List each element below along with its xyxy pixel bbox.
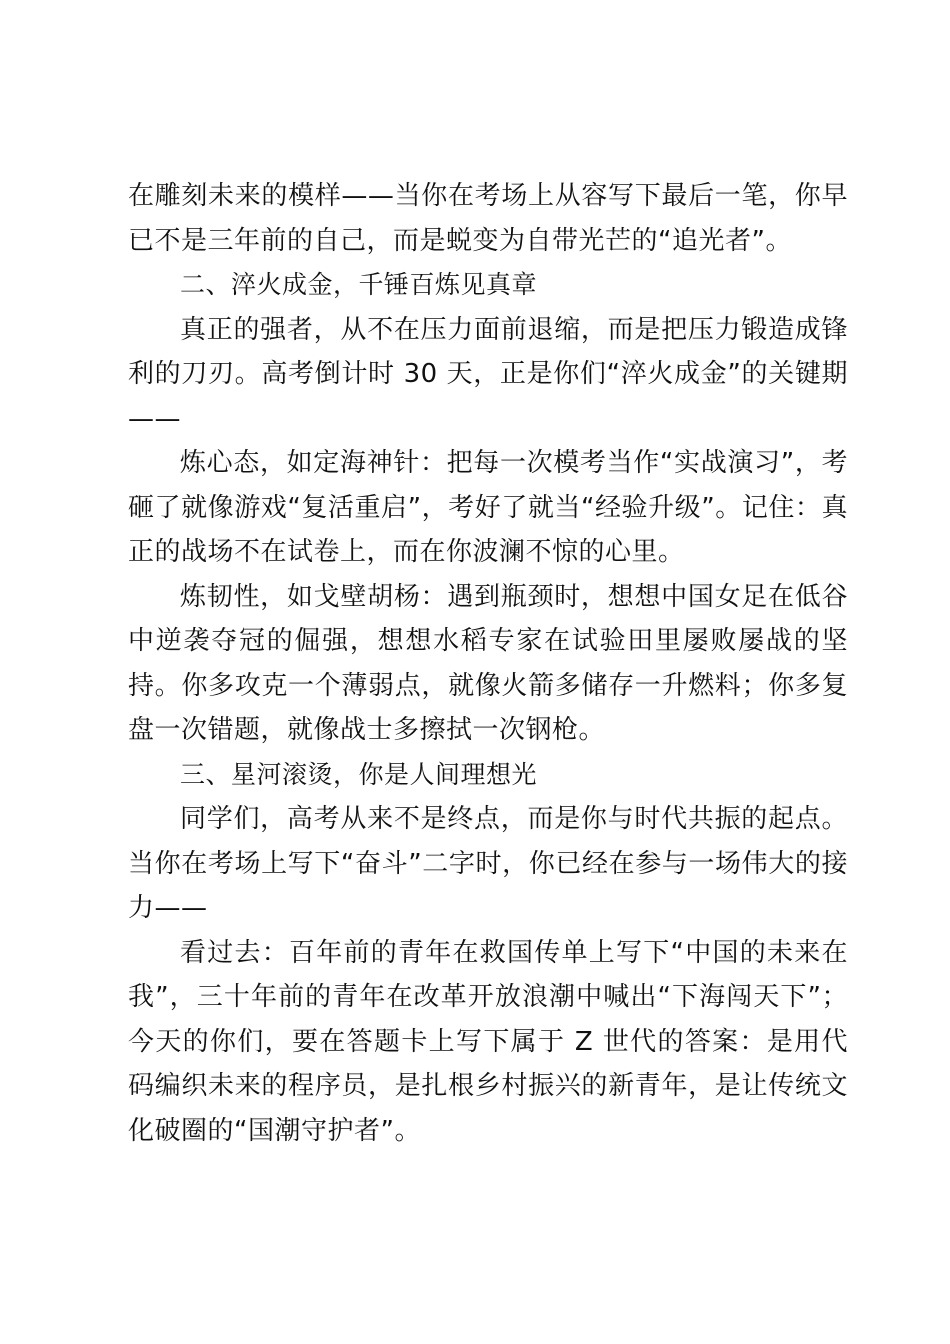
paragraph-continued: 在雕刻未来的模样——当你在考场上从容写下最后一笔，你早已不是三年前的自己，而是蜕变为自带光芒的“追光者”。 [128, 181, 848, 256]
section-heading-2: 二、淬火成金，千锤百炼见真章 [180, 270, 538, 299]
document-body [128, 174, 848, 1153]
section-heading-3: 三、星河滚烫，你是人间理想光 [180, 759, 538, 789]
paragraph-past: 看过去：百年前的青年在救国传单上写下“中国的未来在我”，三十年前的青年在改革开放浪潮中喊出“下海闯天下”；今天的你们，要在答题卡上写下属于 Z 世代的答案：是用代码编织未来的程序员，是扎根乡村振兴的新青年，是让传统文化破圈的“国潮守护者”。 [128, 937, 848, 1146]
paragraph-strong: 真正的强者，从不在压力面前退缩，而是把压力锻造成锋利的刀刃。高考倒计时 30 天，正是你们“淬火成金”的关键期—— [128, 314, 848, 434]
paragraph-resilience: 炼韧性，如戈壁胡杨：遇到瓶颈时，想想中国女足在低谷中逆袭夺冠的倔强，想想水稻专家在试验田里屡败屡战的坚持。你多攻克一个薄弱点，就像火箭多储存一升燃料；你多复盘一次错题，就像战士多擦拭一次钢枪。 [128, 581, 848, 745]
paragraph-mindset: 炼心态，如定海神针：把每一次模考当作“实战演习”，考砸了就像游戏“复活重启”，考好了就当“经验升级”。记住：真正的战场不在试卷上，而在你波澜不惊的心里。 [128, 448, 848, 567]
paragraph-classmates: 同学们，高考从来不是终点，而是你与时代共振的起点。当你在考场上写下“奋斗”二字时，你已经在参与一场伟大的接力—— [128, 804, 848, 923]
